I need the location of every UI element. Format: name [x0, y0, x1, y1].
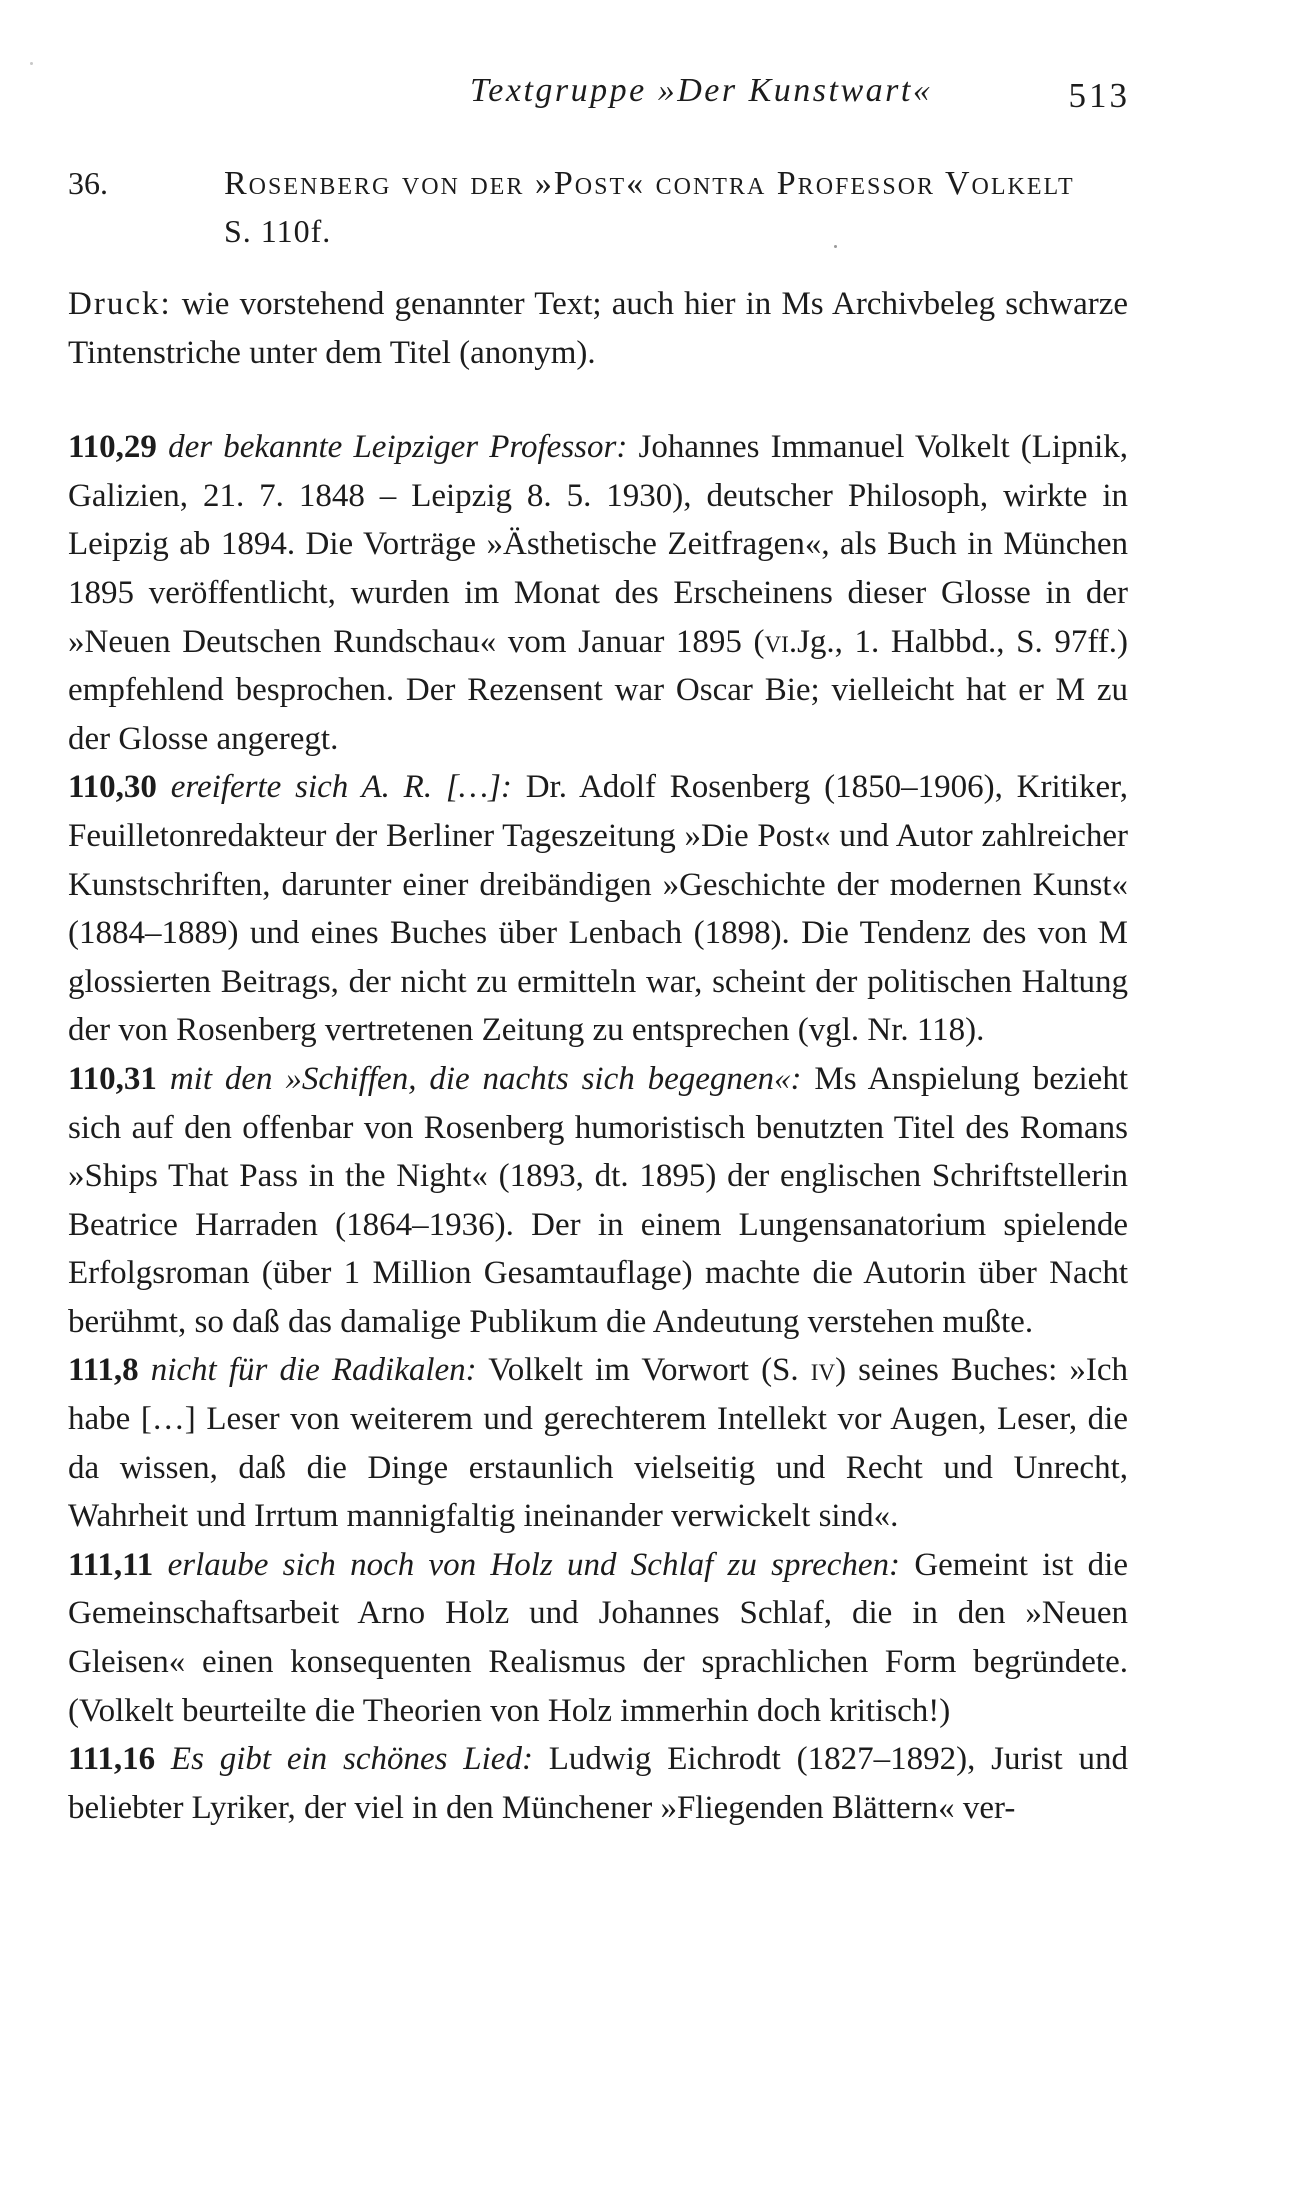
- line-reference: 110,30: [68, 769, 157, 806]
- line-reference: 111,8: [68, 1352, 139, 1389]
- note-text: Dr. Adolf Rosenberg (1850–1906), Kritiker, Feuilletonredakteur der Berliner Tageszeitung »Die Post« und Autor zahlreicher Kunstschriften, darunter einer dreibändigen »Geschichte der modernen Kunst« (1884–1889) und eines Buches über Lenbach (1898). Die Tendenz des von M glossierten Beitrags, der nicht zu ermitteln war, scheint der politischen Haltung der von Rosenberg vertretenen Zeitung zu entsprechen (vgl. Nr. 118).: [68, 769, 1129, 1049]
- commentary-note: [68, 1735, 1128, 1832]
- note-text-continued: Jg., 1. Halbbd., S. 97ff.) empfehlend besprochen. Der Rezensent war Oscar Bie; vielleicht hat er M zu der Glosse angeregt.: [68, 623, 1129, 757]
- commentary-body: [68, 280, 1128, 1832]
- roman-numeral: vi.: [764, 623, 798, 660]
- line-reference: 110,31: [68, 1060, 157, 1097]
- section-title: Rosenberg von der »Post« contra Professor Volkelt: [224, 165, 1075, 202]
- lemma: nicht für die Radikalen:: [150, 1352, 477, 1389]
- section-page-reference: S. 110f.: [224, 213, 332, 249]
- print-note-text: wie vorstehend genannter Text; auch hier in Ms Archivbeleg schwarze Tintenstriche unter dem Titel (anonym).: [68, 286, 1128, 371]
- note-text: Volkelt im Vorwort (S.: [476, 1352, 811, 1389]
- lemma: ereiferte sich A. R. […]:: [170, 769, 512, 806]
- lemma: mit den »Schiffen, die nachts sich begegnen«:: [169, 1060, 802, 1097]
- lemma: der bekannte Leipziger Professor:: [168, 429, 628, 466]
- commentary-note: [68, 423, 1128, 763]
- note-text: Ms Anspielung bezieht sich auf den offenbar von Rosenberg humoristisch benutzten Titel des Romans »Ships That Pass in the Night« (1893, dt. 1895) der englischen Schriftstellerin Beatrice Harraden (1864–1936). Der in einem Lungensanatorium spielende Erfolgsroman (über 1 Million Gesamtauflage) machte die Autorin über Nacht berühmt, so daß das damalige Publikum die Andeutung verstehen mußte.: [68, 1060, 1128, 1340]
- running-header: [470, 72, 1130, 128]
- commentary-note: [68, 763, 1128, 1055]
- roman-numeral: iv: [810, 1352, 836, 1389]
- line-reference: 111,16: [68, 1741, 156, 1778]
- page-number: 513: [1068, 76, 1130, 115]
- line-reference: 111,11: [68, 1546, 154, 1583]
- note-text: Ludwig Eichrodt (1827–1892), Jurist und beliebter Lyriker, der viel in den Münchener »Fliegenden Blättern« ver-: [68, 1741, 1128, 1826]
- note-text-continued: ) seines Buches: »Ich habe […] Leser von weiterem und gerechterem Intellekt vor Augen, Leser, die da wissen, daß die Dinge erstaunlich vielseitig und Recht und Unrecht, Wahrheit und Irrtum mannigfaltig ineinander verwickelt sind«.: [68, 1352, 1128, 1535]
- lemma: Es gibt ein schönes Lied:: [170, 1741, 533, 1778]
- note-text: Gemeint ist die Gemeinschaftsarbeit Arno Holz und Johannes Schlaf, die in den »Neuen Gleisen« einen konsequenten Realismus der sprachlichen Form begründete. (Volkelt beurteilte die Theorien von Holz immerhin doch kritisch!): [68, 1546, 1128, 1729]
- commentary-note: [68, 1541, 1128, 1735]
- print-note-label: Druck:: [68, 286, 172, 322]
- scan-speck: [834, 245, 837, 248]
- commentary-note: [68, 1346, 1128, 1540]
- commentary-note: [68, 1055, 1128, 1347]
- print-note: [68, 280, 1128, 377]
- note-text: Johannes Immanuel Volkelt (Lipnik, Galizien, 21. 7. 1848 – Leipzig 8. 5. 1930), deutscher Philosoph, wirkte in Leipzig ab 1894. Die Vorträge »Ästhetische Zeitfragen«, als Buch in München 1895 veröffentlicht, wurden im Monat des Erscheinens dieser Glosse in der »Neuen Deutschen Rundschau« vom Januar 1895 (: [68, 429, 1129, 660]
- scan-speck: [30, 62, 33, 65]
- running-title: Textgruppe »Der Kunstwart«: [470, 72, 933, 109]
- line-reference: 110,29: [68, 429, 157, 466]
- lemma: erlaube sich noch von Holz und Schlaf zu sprechen:: [167, 1546, 901, 1583]
- section-number: 36.: [68, 165, 108, 201]
